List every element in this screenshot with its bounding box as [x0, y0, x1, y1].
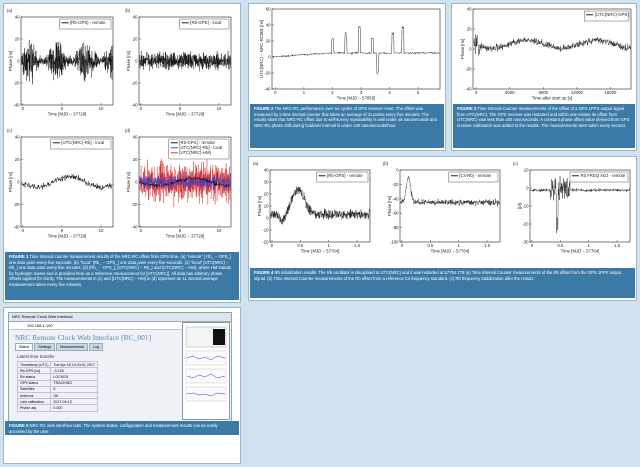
- fig2-ytick-label: 40: [265, 22, 271, 28]
- fig3-xtick-label: 8000: [538, 90, 549, 95]
- fig1-panel-2-ylabel: Phase [ns]: [8, 171, 13, 193]
- fig2-xlabel: Time [MJD − 57856]: [336, 95, 376, 101]
- figure-3-caption-text: Time Interval Counter measurements of the offset of a GPS 1PPS output signal from UTC(NRC). The GPS receiver was restarted and within one minute its offset from UTC(NRC) was less than ±50 nanoseconds. A constant phase offset value derived from GPS receiver calibration was added to the results. The measurements were taken every second.: [457, 106, 630, 128]
- fig1-panel-2-ytick-label: -40: [13, 224, 20, 230]
- fig2-xtick-label: 2: [331, 90, 334, 95]
- fig4-panel-2-ytick-label: -30: [522, 239, 529, 245]
- window-2-graphs: [183, 323, 229, 419]
- status-value: 0.000: [51, 405, 97, 411]
- browser-url-bar: 192.168.1.100: [9, 322, 231, 330]
- fig4-panel-0-xlabel: Time [MJD − 57764]: [300, 248, 340, 254]
- fig1-panel-2-xtick-label: 5: [60, 228, 64, 233]
- fig4-panel-0-ylabel: Phase [ns]: [257, 195, 262, 217]
- fig3-xtick-label: 4000: [504, 90, 515, 95]
- fig4-panel-2-ylabel: [pt]: [517, 203, 522, 209]
- fig2-xtick-label: 0: [274, 90, 277, 95]
- status-value: OK: [51, 392, 97, 398]
- fig3-ytick-label: 20: [466, 26, 472, 32]
- fig4-panel-2-ytick-label: 0: [526, 185, 529, 191]
- figure-5-caption: [5, 421, 239, 435]
- fig2-ytick-label: -40: [264, 86, 271, 92]
- fig4-panel-2-letter: (c): [513, 161, 519, 166]
- fig3-xtick-label: 16000: [604, 90, 617, 95]
- web-interface-heading: NRC Remote Clock Web Interface [RC_001]: [15, 333, 152, 342]
- figure-5-caption-lead: FIGURE 5: [9, 423, 29, 428]
- fig4-panel-0-ytick-label: -20: [262, 239, 269, 245]
- fig1-panel-1-ylabel: Phase [ns]: [126, 50, 131, 72]
- fig2-ytick-label: 0: [268, 54, 271, 60]
- status-value: Tue Apr 18 14:23:01 2017: [51, 362, 97, 368]
- fig2-frame: [272, 9, 440, 89]
- fig1-panel-0-ytick-label: 40: [14, 14, 20, 20]
- figure-2-plot: [248, 3, 446, 106]
- fig4-panel-2-xtick-label: 1.5: [614, 243, 620, 248]
- fig1-panel-3-xtick-label: 0: [139, 228, 143, 233]
- fig4-panel-0-ytick-label: 0: [266, 215, 269, 221]
- fig4-panel-1-ytick-label: -80: [392, 225, 399, 231]
- fig1-panel-2-xlabel: Time [MJD − 37729]: [47, 233, 87, 239]
- figure-4-caption-lead: FIGURE 4: [254, 270, 274, 275]
- fig3-ytick-label: 40: [466, 6, 472, 12]
- fig4-panel-2-xtick-label: 1: [587, 243, 590, 248]
- fig1-panel-0-ylabel: Phase [ns]: [8, 50, 13, 72]
- fig4-panel-1-ylabel: Phase [ns]: [387, 195, 392, 217]
- fig1-panel-0-ytick-label: -40: [13, 102, 20, 108]
- fig4-panel-1-xlabel: Time [MJD − 57764]: [430, 248, 470, 254]
- status-key: Rb status: [18, 374, 51, 380]
- figure-3-caption: [453, 104, 635, 148]
- tab-settings: Settings: [34, 343, 55, 351]
- fig4-panel-2-ytick-label: -10: [522, 203, 529, 209]
- fig1-panel-1-legend-label: [Rb-GPS] - local: [190, 20, 222, 25]
- status-key: Satellites: [18, 386, 51, 392]
- fig4-panel-0-xtick-label: 1.5: [354, 243, 360, 248]
- fig1-panel-1-xtick-label: 5: [178, 106, 182, 111]
- fig4-panel-1-ytick-label: -60: [392, 210, 399, 216]
- fig1-panel-3-ytick-label: -40: [131, 224, 138, 230]
- fig2-xtick-label: 4: [388, 90, 391, 95]
- fig4-panel-2-legend-label: Rb FREQ ADJ - remote: [580, 173, 626, 178]
- fig1-panel-3-xtick-label: 5: [178, 228, 182, 233]
- fig3-ytick-label: -40: [465, 86, 472, 92]
- fig1-panel-3-xlabel: Time [MJD − 37729]: [165, 233, 205, 239]
- status-value: 2017-04-13: [51, 399, 97, 405]
- fig3-xtick-label: 0: [474, 90, 478, 95]
- fig4-panel-0-xtick-label: 0.5: [297, 243, 304, 248]
- status-table: [17, 361, 98, 412]
- fig1-panel-3-ytick-label: 0: [135, 179, 138, 185]
- fig1-panel-2-ytick-label: 0: [17, 179, 20, 185]
- fig1-panel-3-ylabel: Phase [ns]: [126, 171, 131, 193]
- fig1-panel-0-xtick-label: 10: [98, 106, 104, 111]
- fig1-panel-3-xtick-label: 10: [216, 228, 222, 233]
- latest-transfer-heading: Latest time transfer: [17, 354, 55, 359]
- fig2-xtick-label: 3: [359, 90, 363, 95]
- tab-log: Log: [89, 343, 103, 351]
- fig4-panel-2-ytick-label: 10: [523, 167, 529, 173]
- fig1-panel-3-ytick-label: 20: [132, 157, 138, 162]
- fig2-ytick-label: -20: [264, 70, 271, 76]
- fig1-panel-2-xtick-label: 0: [21, 228, 25, 233]
- status-key: GPS status: [18, 380, 51, 386]
- fig1-panel-2-legend-label: [UTC(NRC)-Rb] - local: [61, 140, 105, 145]
- fig1-panel-3-legend-label: [UTC(NRC)-Rb] - local: [179, 145, 223, 150]
- fig4-panel-1-xtick-label: 0.5: [427, 243, 434, 248]
- fig4-panel-1-ytick-label: -40: [392, 196, 399, 202]
- fig1-panel-1-xtick-label: 10: [216, 106, 222, 111]
- figure-4-plots: [248, 156, 637, 266]
- status-value: LOCKED: [51, 374, 97, 380]
- fig4-panel-2-xlabel: Time [MJD − 57764]: [560, 248, 600, 254]
- figure-1-plots: [3, 3, 241, 253]
- tab-measurements: Measurements: [56, 343, 88, 351]
- fig1-panel-2-ytick-label: -20: [13, 202, 20, 207]
- fig4-panel-2-ytick-label: -20: [522, 221, 529, 227]
- fig2-ylabel: UTC(NRC) − NRC-RC001 [ns]: [259, 19, 264, 79]
- fig1-panel-2-ytick-label: 40: [14, 134, 20, 140]
- fig1-panel-1-xtick-label: 0: [139, 106, 143, 111]
- fig1-panel-1-ytick-label: -20: [131, 80, 138, 86]
- fig4-panel-1-ytick-label: -100: [389, 239, 399, 245]
- status-table-row: [18, 405, 98, 411]
- fig1-panel-0-xlabel: Time [MJD − 37729]: [47, 111, 87, 117]
- figure-1-caption: [5, 252, 239, 300]
- fig1-panel-0-ytick-label: 20: [14, 36, 20, 42]
- fig1-panel-0-letter: (a): [7, 8, 13, 13]
- fig4-panel-2-xtick-label: 0: [530, 243, 534, 248]
- fig4-panel-1-letter: (b): [383, 161, 389, 166]
- fig1-panel-3-letter: (d): [125, 128, 131, 133]
- fig1-panel-1-ytick-label: 40: [132, 14, 138, 20]
- fig1-panel-2-frame: [21, 137, 113, 227]
- tab-status: Status: [15, 343, 33, 351]
- fig3-xlabel: Time after start up [s]: [531, 95, 573, 101]
- fig1-panel-0-legend-label: [Rb-GPS] - remote: [70, 20, 106, 25]
- fig1-panel-1-xlabel: Time [MJD − 37729]: [165, 111, 205, 117]
- status-key: Timestamp (UTC): [18, 362, 51, 368]
- fig1-panel-1-ytick-label: 0: [135, 58, 138, 64]
- fig1-panel-1-ytick-label: -40: [131, 102, 138, 108]
- status-key: Antenna: [18, 392, 51, 398]
- status-value: TRACKING: [51, 380, 97, 386]
- figure-4-caption: [250, 268, 635, 298]
- figure-2-caption-text: The NRC-RC performance over six cycles of GPS receiver reset. The offset was measured by a time interval counter that takes an average of 11 points every five minutes. The results show that NRC-RC offset due to self-survey repeatability is well under ±5 nanoseconds and NRC-RC phase drift during holdover interval is under ±30 nanoseconds/hour.: [254, 106, 437, 128]
- status-key: Rb-GPS [ns]: [18, 368, 51, 374]
- browser-window-screenshot-2: [182, 322, 230, 420]
- fig4-panel-0-xtick-label: 1: [327, 243, 330, 248]
- status-value: -3.125: [51, 368, 97, 374]
- figure-3-caption-lead: FIGURE 3: [457, 106, 477, 111]
- fig1-panel-3-ytick-label: 40: [132, 134, 138, 140]
- fig3-xtick-label: 12000: [570, 90, 583, 95]
- fig4-panel-0-ytick-label: 20: [263, 191, 269, 197]
- fig2-ytick-label: 20: [265, 38, 271, 44]
- fig1-panel-1-letter: (b): [125, 8, 131, 13]
- fig1-panel-3-ytick-label: -20: [131, 202, 138, 207]
- fig1-panel-2-ytick-label: 20: [14, 157, 20, 162]
- fig1-panel-3-legend-label: [Rb-GPS] - remote: [179, 140, 215, 145]
- status-key: Phase adj.: [18, 405, 51, 411]
- fig4-panel-1-xtick-label: 1.5: [484, 243, 490, 248]
- fig4-panel-0-ytick-label: -10: [262, 227, 269, 233]
- fig4-panel-2-xtick-label: 0.5: [557, 243, 564, 248]
- figure-2-caption: [250, 104, 444, 148]
- fig1-panel-2-letter: (c): [7, 128, 13, 133]
- fig1-panel-0-xtick-label: 5: [60, 106, 64, 111]
- status-key: Last calibration: [18, 399, 51, 405]
- fig2-ytick-label: 60: [265, 6, 271, 12]
- fig4-panel-1-ytick-label: 0: [396, 167, 399, 173]
- figure-1-caption-text: Time Interval counter measurement results of the NRC-RC offset from GPS time. (a) "remote" [ Rb_ − GPS_] one data point every five seconds. (b) "local" [Rb_ − GPS_] one data point every five seconds. (c) "local" [UTC(NRC) − Rb_] one data point every five minutes. (d) [Rb_ − GPS_], [UTC(NRC) − Rb_] and [UTC(NRC) − HM], where HM stands for hydrogen maser and is provided here as a reference measurement for [UTC(NRC)]. All data has arbitrary phase offsets applied for clarity. The measurements in (c) and [UTC(NRC) − HM] in (d) represent an 11 second average measurement taken every five minutes.: [9, 254, 232, 287]
- fig4-panel-0-xtick-label: 0: [270, 243, 274, 248]
- fig4-panel-0-ytick-label: 30: [263, 179, 269, 185]
- fig4-panel-1-legend-label: [Cs-Rb] - remote: [459, 173, 492, 178]
- fig4-panel-1-xtick-label: 1: [457, 243, 460, 248]
- fig4-panel-1-xtick-label: 0: [400, 243, 404, 248]
- fig4-panel-0-ytick-label: 10: [263, 203, 269, 209]
- fig3-ytick-label: -20: [465, 66, 472, 72]
- figure-3-plot: [451, 3, 637, 106]
- status-value: 9: [51, 386, 97, 392]
- figure-4-caption-text: Rb initialization results. The Rb oscillator is disciplined to UTC(NRC) and it was restarted at 57764.778 (a) Time Interval Counter measurements of the Rb offset from the GPS 1PPS output signal. (b) Time Interval Counter measurements of the Rb offset from a reference Cs frequency standard. (c) Rb frequency stabilization after the restart.: [254, 270, 622, 281]
- fig1-panel-2-xtick-label: 10: [98, 228, 104, 233]
- fig4-panel-0-letter: (a): [253, 161, 259, 166]
- fig4-panel-0-ytick-label: 40: [263, 167, 269, 173]
- fig4-panel-0-legend-label: [Rb-GPS] - remote: [327, 173, 363, 178]
- fig2-xtick-label: 1: [302, 90, 306, 95]
- fig1-panel-0-ytick-label: -20: [13, 80, 20, 86]
- figure-1-caption-lead: FIGURE 1: [9, 254, 29, 259]
- fig3-ylabel: Phase [ns]: [460, 38, 465, 60]
- figure-5-caption-text: NRC-RC web interface tabs. The system status, configuration and measurement results can be easily accessed by the user.: [9, 423, 218, 434]
- browser-title-bar: NRC Remote Clock Web Interface: [9, 313, 231, 322]
- fig2-xtick-label: 5: [416, 90, 420, 95]
- fig4-panel-1-ytick-label: -20: [392, 181, 399, 187]
- fig1-panel-0-ytick-label: 0: [17, 58, 20, 64]
- figure-2-caption-lead: FIGURE 2: [254, 106, 274, 111]
- fig3-ytick-label: 0: [469, 46, 472, 52]
- fig1-panel-1-ytick-label: 20: [132, 36, 138, 42]
- fig1-panel-3-legend-label: [UTC(NRC)-HM]: [179, 150, 211, 155]
- fig1-panel-0-xtick-label: 0: [21, 106, 25, 111]
- fig3-legend-label: [UTC(NRC)-GPS]: [594, 12, 629, 17]
